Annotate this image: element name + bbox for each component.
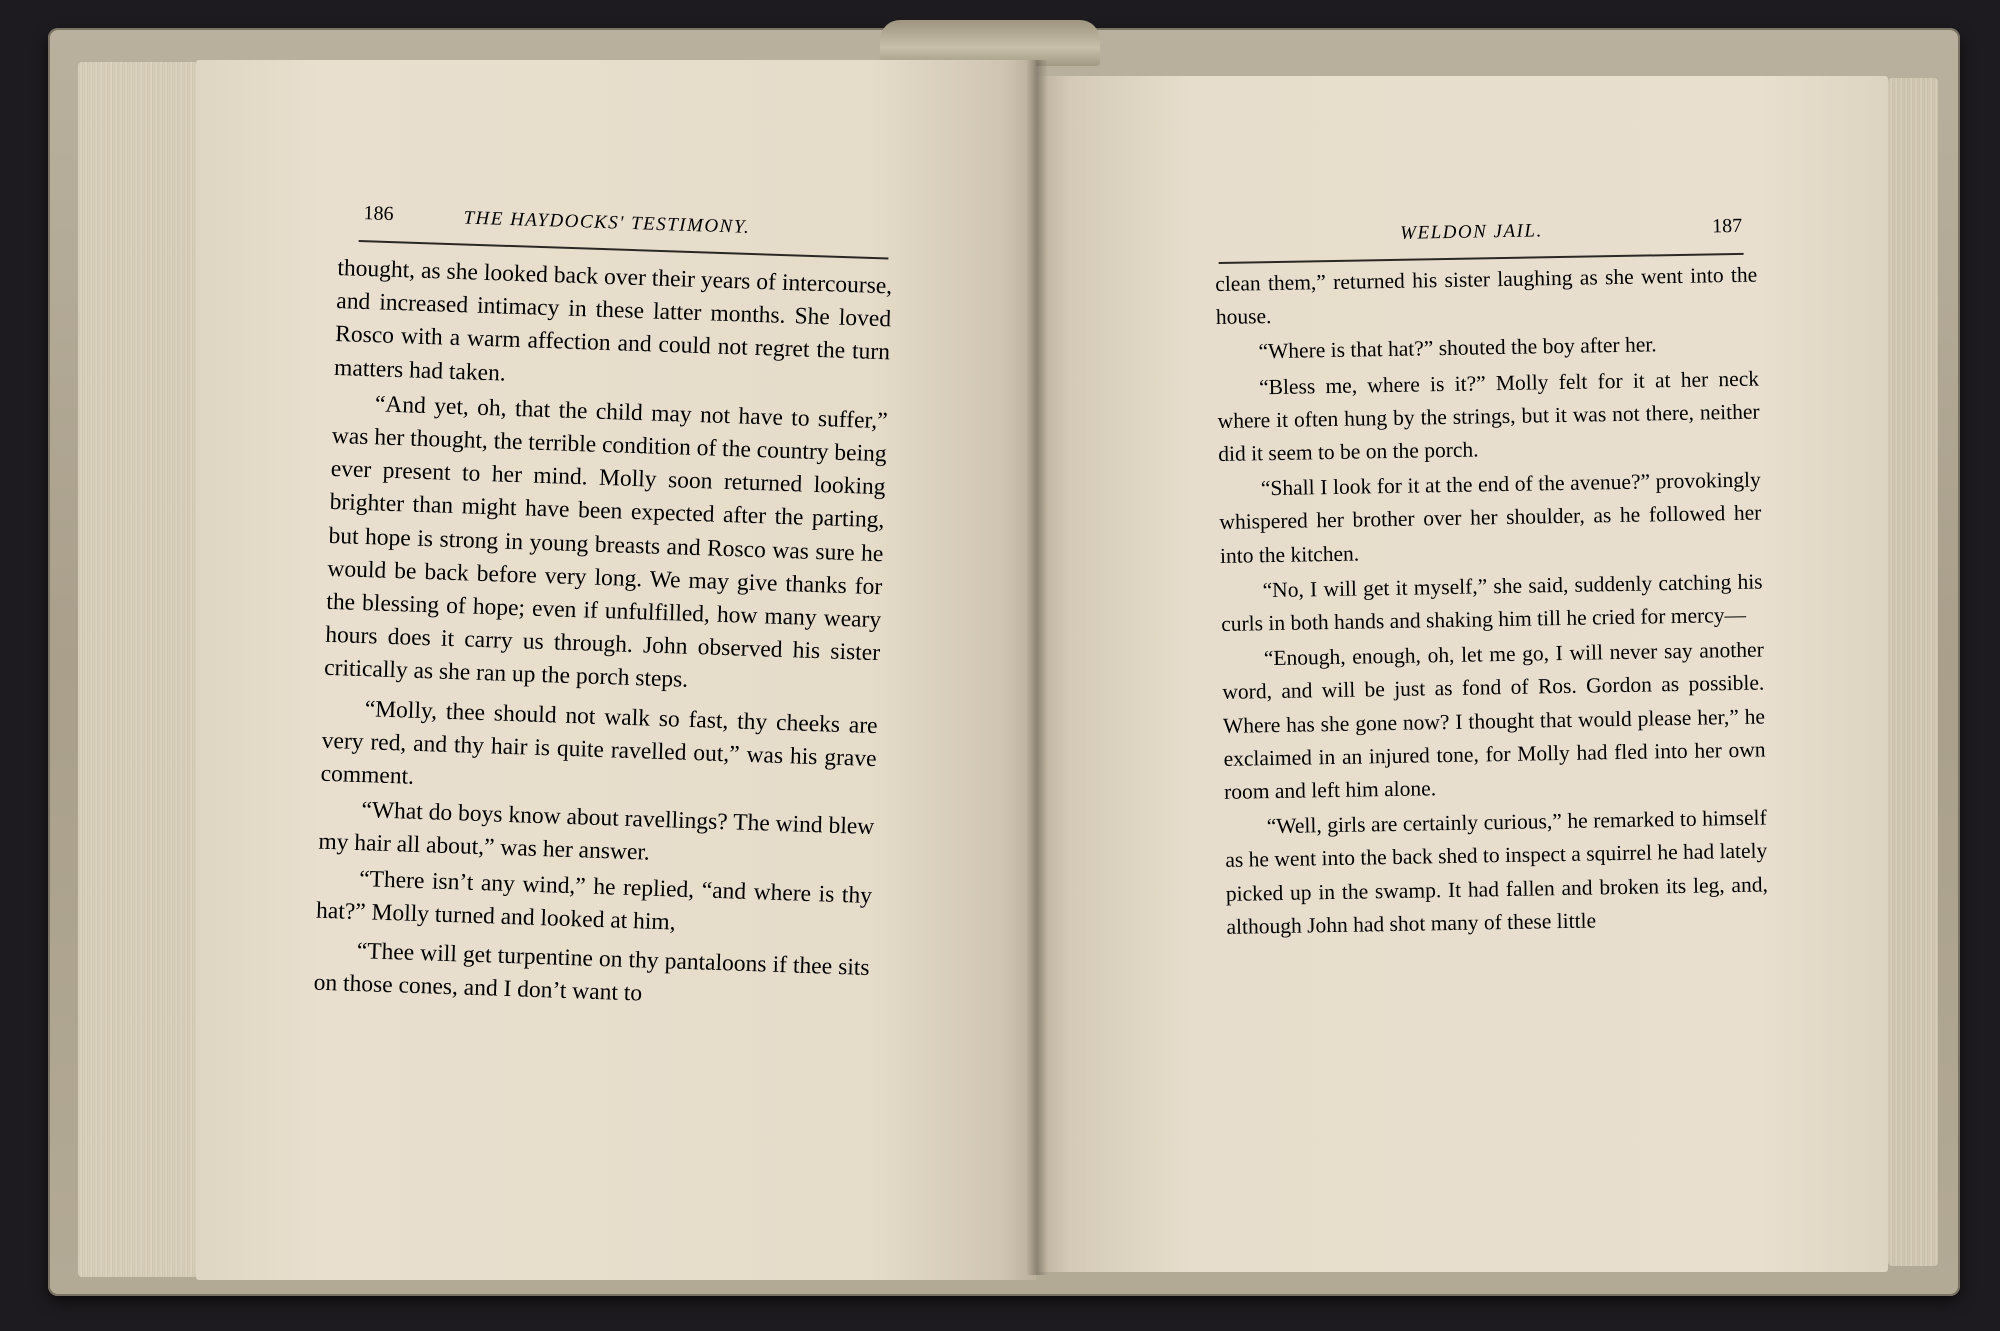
paragraph: “Thee will get turpentine on thy pantaloons if thee sits on those cones, and I don’t want to bbox=[313, 938, 870, 1007]
page-edges-left bbox=[78, 62, 198, 1277]
paragraph: “Molly, thee should not walk so fast, thy cheeks are very red, and thy hair is quite ravelled out,” was his grave comment. bbox=[320, 695, 879, 790]
paragraph: “Bless me, where is it?” Molly felt for it at her neck where it often hung by the strings, but it was not there, neither did it seem to be on the porch. bbox=[1217, 366, 1760, 466]
right-page-number: 187 bbox=[1711, 214, 1743, 238]
paragraph: “Where is that hat?” shouted the boy after her. bbox=[1258, 332, 1657, 364]
paragraph: “What do boys know about ravellings? The wind blew my hair all about,” was her answer. bbox=[317, 797, 875, 867]
book-gutter bbox=[1026, 60, 1048, 1275]
left-page-number: 186 bbox=[363, 202, 394, 226]
paragraph: thought, as she looked back over their years of intercourse, and increased intimacy in these latter months. She loved Rosco with a warm affection and could not regret the turn matters had taken. bbox=[333, 254, 893, 387]
page-edges-right bbox=[1888, 78, 1938, 1266]
paragraph: clean them,” returned his sister laughing as she went into the house. bbox=[1215, 262, 1758, 330]
paragraph: “And yet, oh, that the child may not have to suffer,” was her thought, the terrible condition of the country being ever present to her mind. Molly soon returned looking brighter than might have been expected after the parting, but hope is strong in young breasts and Rosco was sure he would be back before very long. We may give thanks for the blessing of hope; even if unfulfilled, how many weary hours does it carry us through. John observed his sister critically as she ran up the porch steps. bbox=[323, 391, 889, 694]
paragraph: “No, I will get it myself,” she said, suddenly catching his curls in both hands and shaking him till he cried for mercy— bbox=[1221, 569, 1763, 636]
paragraph: “There isn’t any wind,” he replied, “and where is thy hat?” Molly turned and looked at him, bbox=[315, 865, 873, 936]
paragraph: “Well, girls are certainly curious,” he remarked to himself as he went into the back shed to inspect a squirrel he had lately picked up in the swamp. It had fallen and broken its leg, and, although John had shot many of these little bbox=[1225, 805, 1769, 939]
paragraph: “Shall I look for it at the end of the avenue?” provokingly whispered her brother over her shoulder, as he followed her into the kitchen. bbox=[1219, 467, 1762, 568]
left-running-title: THE HAYDOCKS' TESTIMONY. bbox=[463, 207, 751, 238]
right-page-body bbox=[1215, 259, 1769, 944]
left-page-body bbox=[313, 252, 893, 1018]
paragraph: “Enough, enough, oh, let me go, I will never say another word, and will be just as fond of Ros. Gordon as possible. Where has she gone now? I thought that would please her,” he exclaimed in an injured tone, for Molly had fled into her own room and left him alone. bbox=[1222, 637, 1766, 804]
right-running-title: WELDON JAIL. bbox=[1400, 220, 1543, 244]
